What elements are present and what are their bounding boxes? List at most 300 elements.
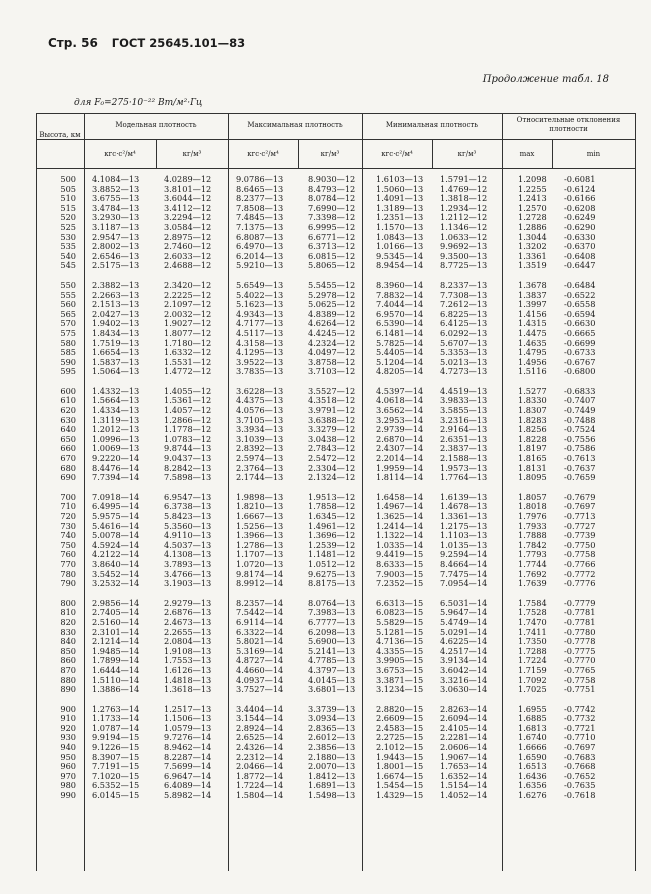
density-table [36,113,636,871]
table-cell: 6.0823—15 [376,607,424,618]
table-cell: 4.4375—13 [236,395,284,406]
table-cell: 3.4112—12 [164,202,212,213]
table-cell: 3.9791—12 [308,405,356,416]
table-cell: 1.2570 [518,202,547,213]
table-cell: 8.9462—14 [164,742,212,753]
table-cell: 1.8197 [518,443,547,454]
table-cell: 930 [60,732,76,743]
table-cell: 6.7777—13 [308,616,356,627]
table-cell: 3.1544—14 [236,713,284,724]
table-cell: 1.4818—13 [164,674,212,685]
table-cell: 5.0291—14 [440,626,488,637]
table-cell: 540 [60,250,76,261]
table-cell: 9.8174—14 [236,568,284,579]
table-cell: -0.7781 [564,616,596,627]
table-cell: 1.7692 [518,568,547,579]
table-cell: 1.5837—13 [92,356,140,367]
table-cell: 2.3304—12 [308,462,356,473]
table-cell: 3.2294—12 [164,212,212,223]
table-cell: 3.7835—13 [236,366,284,377]
table-cell: 8.4664—14 [440,558,488,569]
table-cell: 1.3519 [518,260,547,271]
table-cell: 1.0166—13 [376,241,424,252]
unit-kgs-header: кгс·с²/м⁴ [104,150,136,158]
table-cell: 3.3216—14 [440,674,488,685]
height-header: Высота, км [39,131,81,139]
table-cell: -0.6630 [564,318,596,329]
table-condition: для F₀=275·10⁻²² Вт/м²·Гц [74,98,203,108]
table-cell: 1.7411 [518,626,547,637]
table-cell: 2.7460—12 [164,241,212,252]
table-cell: -0.7758 [564,674,596,685]
table-row [36,685,636,695]
table-cell: 2.6546—13 [92,250,140,261]
table-cell: 1.0069—13 [92,443,140,454]
table-cell: 1.8131 [518,462,547,473]
table-cell: 4.5117—13 [236,327,284,338]
table-cell: 2.8975—12 [164,231,212,242]
table-cell: 940 [60,742,76,753]
table-cell: 1.8307 [518,405,547,416]
table-cell: 6.4089—14 [164,780,212,791]
table-cell: 5.4022—13 [236,289,284,300]
table-cell: 4.4660—14 [236,664,284,675]
table-cell: 1.1570—13 [376,221,424,232]
table-cell: -0.6800 [564,366,596,377]
table-cell: -0.7780 [564,626,596,637]
table-cell: 920 [60,722,76,733]
table-cell: 1.2934—12 [440,202,488,213]
table-cell: 1.8228 [518,433,547,444]
table-cell: 7.5699—14 [164,761,212,772]
table-cell: 710 [60,501,76,512]
table-cell: 2.2663—13 [92,289,140,300]
row-group [36,175,636,271]
table-cell: 1.7288 [518,645,547,656]
table-cell: 2.3837—13 [440,443,488,454]
table-cell: 1.5454—15 [376,780,424,791]
table-cell: 6.3738—13 [164,501,212,512]
table-cell: 2.5160—14 [92,616,140,627]
table-cell: 9.4419—15 [376,549,424,560]
table-cell: 1.5060—13 [376,183,424,194]
table-cell: 3.9522—13 [236,356,284,367]
table-cell: 1.4057—12 [164,405,212,416]
table-cell: 510 [60,193,76,204]
table-cell: 515 [60,202,76,213]
table-cell: 1.0720—13 [236,558,284,569]
table-cell: -0.6447 [564,260,596,271]
table-cell: 4.3158—13 [236,337,284,348]
table-cell: 8.0764—13 [308,597,356,608]
table-cell: 5.8982—14 [164,790,212,801]
table-cell: 5.5829—15 [376,616,424,627]
table-cell: 3.8101—12 [164,183,212,194]
table-cell: 4.0576—13 [236,405,284,416]
table-cell: 2.6094—14 [440,713,488,724]
table-cell: 3.5527—12 [308,385,356,396]
table-cell: -0.7770 [564,655,596,666]
table-cell: 550 [60,279,76,290]
table-cell: 3.1903—13 [164,578,212,589]
table-cell: 3.7103—12 [308,366,356,377]
table-cell: 6.0815—12 [308,250,356,261]
table-cell: 1.3361 [518,250,547,261]
table-cell: 5.9647—14 [440,607,488,618]
table-cell: 7.8832—14 [376,289,424,300]
table-cell: 630 [60,414,76,425]
table-cell: 1.4678—13 [440,501,488,512]
table-cell: 2.1880—13 [308,751,356,762]
table-cell: 860 [60,655,76,666]
table-cell: 590 [60,356,76,367]
table-cell: -0.6522 [564,289,596,300]
table-cell: -0.7766 [564,558,596,569]
table-cell: 7.2612—13 [440,299,488,310]
table-cell: -0.7776 [564,578,596,589]
table-cell: 1.4091—13 [376,193,424,204]
table-cell: 7.0918—14 [92,491,140,502]
table-cell: 620 [60,405,76,416]
table-cell: 1.3837 [518,289,547,300]
table-cell: -0.7739 [564,530,596,541]
table-cell: 1.6332—12 [164,347,212,358]
table-cell: 5.8065—12 [308,260,356,271]
table-cell: 1.6458—14 [376,491,424,502]
table-cell: 7.7475—14 [440,568,488,579]
table-cell: 1.1322—14 [376,530,424,541]
unit-kg-header: кг/м³ [320,150,340,158]
table-cell: 3.3871—15 [376,674,424,685]
table-cell: 2.9739—14 [376,424,424,435]
table-cell: 660 [60,443,76,454]
table-cell: 1.9573—13 [440,462,488,473]
table-cell: 1.2351—13 [376,212,424,223]
table-cell: 1.6590 [518,751,547,762]
table-cell: 9.9194—15 [92,732,140,743]
table-cell: 3.5855—13 [440,405,488,416]
table-cell: 1.9027—12 [164,318,212,329]
table-cell: 3.5452—14 [92,568,140,579]
table-cell: -0.7751 [564,684,596,695]
table-cell: 1.3886—14 [92,684,140,695]
table-cell: 1.4052—14 [440,790,488,801]
table-cell: 6.2014—13 [236,250,284,261]
table-cell: 650 [60,433,76,444]
table-cell: 840 [60,636,76,647]
table-cell: 1.7888 [518,530,547,541]
table-cell: 1.8114—14 [376,472,424,483]
table-cell: 7.5442—14 [236,607,284,618]
table-cell: -0.7775 [564,645,596,656]
table-cell: 1.5154—14 [440,780,488,791]
table-cell: 1.2175—13 [440,520,488,531]
table-cell: 1.2414—14 [376,520,424,531]
table-cell: 1.4795 [518,347,547,358]
table-cell: 6.9995—12 [308,221,356,232]
min-density-header: Минимальная плотность [385,121,479,129]
table-cell: 7.5898—13 [164,472,212,483]
table-cell: 8.2842—13 [164,462,212,473]
table-cell: 1.5277 [518,385,547,396]
table-cell: 6.9570—14 [376,308,424,319]
table-cell: 2.9164—13 [440,424,488,435]
table-cell: 3.3934—13 [236,424,284,435]
table-cell: 760 [60,549,76,560]
table-cell: 1.7159 [518,664,547,675]
table-cell: 5.0078—14 [92,530,140,541]
table-cell: 780 [60,568,76,579]
table-cell: 3.8640—14 [92,558,140,569]
table-cell: 7.1020—15 [92,770,140,781]
table-cell: 6.9647—14 [164,770,212,781]
table-cell: 1.6352—14 [440,770,488,781]
table-cell: 1.9443—15 [376,751,424,762]
table-cell: -0.7659 [564,472,596,483]
table-cell: 2.4673—13 [164,616,212,627]
table-cell: 2.2312—14 [236,751,284,762]
table-cell: 1.7584 [518,597,547,608]
table-cell: 8.8175—13 [308,578,356,589]
table-cell: 980 [60,780,76,791]
table-cell: 1.8001—15 [376,761,424,772]
table-cell: 4.7273—13 [440,366,488,377]
table-cell: 8.2287—14 [164,751,212,762]
table-cell: 1.8165 [518,453,547,464]
table-cell: 3.6388—12 [308,414,356,425]
table-cell: 6.6771—12 [308,231,356,242]
table-cell: 8.9454—14 [376,260,424,271]
table-cell: 8.4793—12 [308,183,356,194]
table-cell: 5.4616—14 [92,520,140,531]
table-cell: 1.1103—13 [440,530,488,541]
table-cell: 1.6356 [518,780,547,791]
table-cell: 1.2413 [518,193,547,204]
table-cell: -0.7637 [564,462,596,473]
table-cell: 4.5397—14 [376,385,424,396]
table-cell: 2.4583—15 [376,722,424,733]
table-cell: 610 [60,395,76,406]
table-cell: 1.2786—13 [236,539,284,550]
table-cell: -0.7765 [564,664,596,675]
table-cell: 9.9692—13 [440,241,488,252]
table-cell: 1.4967—14 [376,501,424,512]
standard-code: ГОСТ 25645.101—83 [111,36,246,50]
table-cell: 1.9485—14 [92,645,140,656]
table-cell: 6.8225—13 [440,308,488,319]
table-cell: 1.7858—12 [308,501,356,512]
table-cell: 9.2594—14 [440,549,488,560]
table-cell: 2.2014—14 [376,453,424,464]
table-row [36,579,636,589]
unit-kg-header: кг/м³ [457,150,477,158]
table-cell: 5.3169—14 [236,645,284,656]
table-cell: 3.1039—13 [236,433,284,444]
table-cell: 1.3202 [518,241,547,252]
table-cell: 2.9547—13 [92,231,140,242]
table-cell: 1.7744 [518,558,547,569]
table-cell: -0.7683 [564,751,596,762]
table-cell: 2.6033—12 [164,250,212,261]
table-cell: 1.4156 [518,308,547,319]
table-cell: 770 [60,558,76,569]
table-cell: 7.4044—14 [376,299,424,310]
table-cell: 2.3856—13 [308,742,356,753]
table-cell: 3.8852—13 [92,183,140,194]
table-cell: 1.4329—15 [376,790,424,801]
table-cell: 1.9959—14 [376,462,424,473]
table-cell: 9.8744—13 [164,443,212,454]
table-cell: 1.0996—13 [92,433,140,444]
table-cell: 5.4405—14 [376,347,424,358]
table-cell: 5.8021—14 [236,636,284,647]
table-cell: 8.3960—14 [376,279,424,290]
table-cell: 1.4332—13 [92,385,140,396]
table-cell: -0.6484 [564,279,596,290]
table-cell: -0.7556 [564,433,596,444]
table-cell: 2.5175—13 [92,260,140,271]
table-cell: 1.8256 [518,424,547,435]
table-cell: 1.0512—12 [308,558,356,569]
table-cell: 4.2324—12 [308,337,356,348]
table-cell: 1.6139—13 [440,491,488,502]
table-cell: 555 [60,289,76,300]
table-cell: 740 [60,530,76,541]
table-cell: 1.3997 [518,299,547,310]
table-cell: 1.2866—12 [164,414,212,425]
table-cell: 2.8924—14 [236,722,284,733]
table-row [36,473,636,483]
table-cell: 525 [60,221,76,232]
table-cell: 3.2930—13 [92,212,140,223]
table-cell: 8.0784—12 [308,193,356,204]
table-cell: 1.2517—13 [164,703,212,714]
table-cell: 2.1012—15 [376,742,424,753]
table-cell: 1.6654—13 [92,347,140,358]
table-cell: 1.6103—13 [376,174,424,184]
table-cell: 1.2539—12 [308,539,356,550]
table-cell: 4.6225—14 [440,636,488,647]
table-cell: 1.8077—12 [164,327,212,338]
table-cell: 2.0804—13 [164,636,212,647]
table-cell: 5.0625—12 [308,299,356,310]
table-cell: 4.0937—14 [236,674,284,685]
table-cell: 4.0618—14 [376,395,424,406]
table-cell: 7.7191—15 [92,761,140,772]
table-cell: -0.7407 [564,395,596,406]
table-cell: 585 [60,347,76,358]
table-cell: 2.8392—13 [236,443,284,454]
table-cell: -0.7613 [564,453,596,464]
table-cell: -0.6290 [564,221,596,232]
table-cell: -0.7586 [564,443,596,454]
table-cell: 2.6870—14 [376,433,424,444]
table-cell: 2.5472—12 [308,453,356,464]
table-cell: 1.4475 [518,327,547,338]
table-cell: 2.3882—13 [92,279,140,290]
table-cell: 3.3279—12 [308,424,356,435]
table-cell: 1.6345—12 [308,511,356,521]
table-cell: 1.1481—12 [308,549,356,560]
table-cell: 8.9030—12 [308,174,356,184]
table-cell: 580 [60,337,76,348]
table-cell: 9.6275—13 [308,568,356,579]
table-cell: 7.4845—13 [236,212,284,223]
table-cell: 4.2517—14 [440,645,488,656]
table-cell: 5.9210—13 [236,260,284,271]
table-cell: 6.1481—14 [376,327,424,338]
table-cell: 5.3560—13 [164,520,212,531]
table-cell: 3.0934—13 [308,713,356,724]
table-cell: 1.5064—13 [92,366,140,377]
table-cell: 1.0843—13 [376,231,424,242]
table-cell: 2.0427—13 [92,308,140,319]
table-cell: 3.6044—12 [164,193,212,204]
table-cell: 6.4995—14 [92,501,140,512]
table-cell: 8.6465—13 [236,183,284,194]
table-cell: -0.7697 [564,742,596,753]
table-cell: 2.4105—14 [440,722,488,733]
table-cell: 5.6707—13 [440,337,488,348]
table-cell: 810 [60,607,76,618]
table-cell: 1.7470 [518,616,547,627]
table-cell: 3.6562—14 [376,405,424,416]
table-cell: 4.9110—13 [164,530,212,541]
table-cell: 1.5498—13 [308,790,356,801]
table-cell: -0.7779 [564,597,596,608]
table-cell: 9.0786—13 [236,174,284,184]
table-cell: -0.7713 [564,511,596,521]
table-cell: 1.7653—14 [440,761,488,772]
table-cell: 1.5804—14 [236,790,284,801]
table-cell: 2.0032—12 [164,308,212,319]
table-cell: -0.6699 [564,337,596,348]
table-cell: 3.2953—14 [376,414,424,425]
table-cell: 7.7394—14 [92,472,140,483]
table-cell: 5.6900—13 [308,636,356,647]
table-cell: 7.8508—13 [236,202,284,213]
table-cell: 1.8057 [518,491,547,502]
table-cell: 6.2098—13 [308,626,356,637]
table-cell: 3.4404—14 [236,703,284,714]
table-cell: 1.4334—13 [92,405,140,416]
table-cell: 2.2225—12 [164,289,212,300]
table-cell: 880 [60,674,76,685]
table-continuation-label: Продолжение табл. 18 [482,74,609,85]
table-cell: 8.2377—13 [236,193,284,204]
table-cell: 6.4970—13 [236,241,284,252]
table-cell: 4.7136—15 [376,636,424,647]
table-cell: 1.8210—13 [236,501,284,512]
table-cell: -0.6408 [564,250,596,261]
row-group [36,387,636,483]
table-cell: -0.7697 [564,501,596,512]
table-cell: 910 [60,713,76,724]
table-cell: 990 [60,790,76,801]
table-cell: 1.7899—14 [92,655,140,666]
table-cell: 5.1281—15 [376,626,424,637]
table-cell: 3.4766—13 [164,568,212,579]
table-cell: 1.6436 [518,770,547,781]
table-cell: -0.7781 [564,607,596,618]
table-cell: 2.4307—14 [376,443,424,454]
table-cell: 2.3420—12 [164,279,212,290]
table-cell: 1.2255 [518,183,547,194]
page-header [48,36,245,50]
table-cell: 5.2978—12 [308,289,356,300]
table-cell: 1.0783—12 [164,433,212,444]
table-cell: -0.7635 [564,780,596,791]
